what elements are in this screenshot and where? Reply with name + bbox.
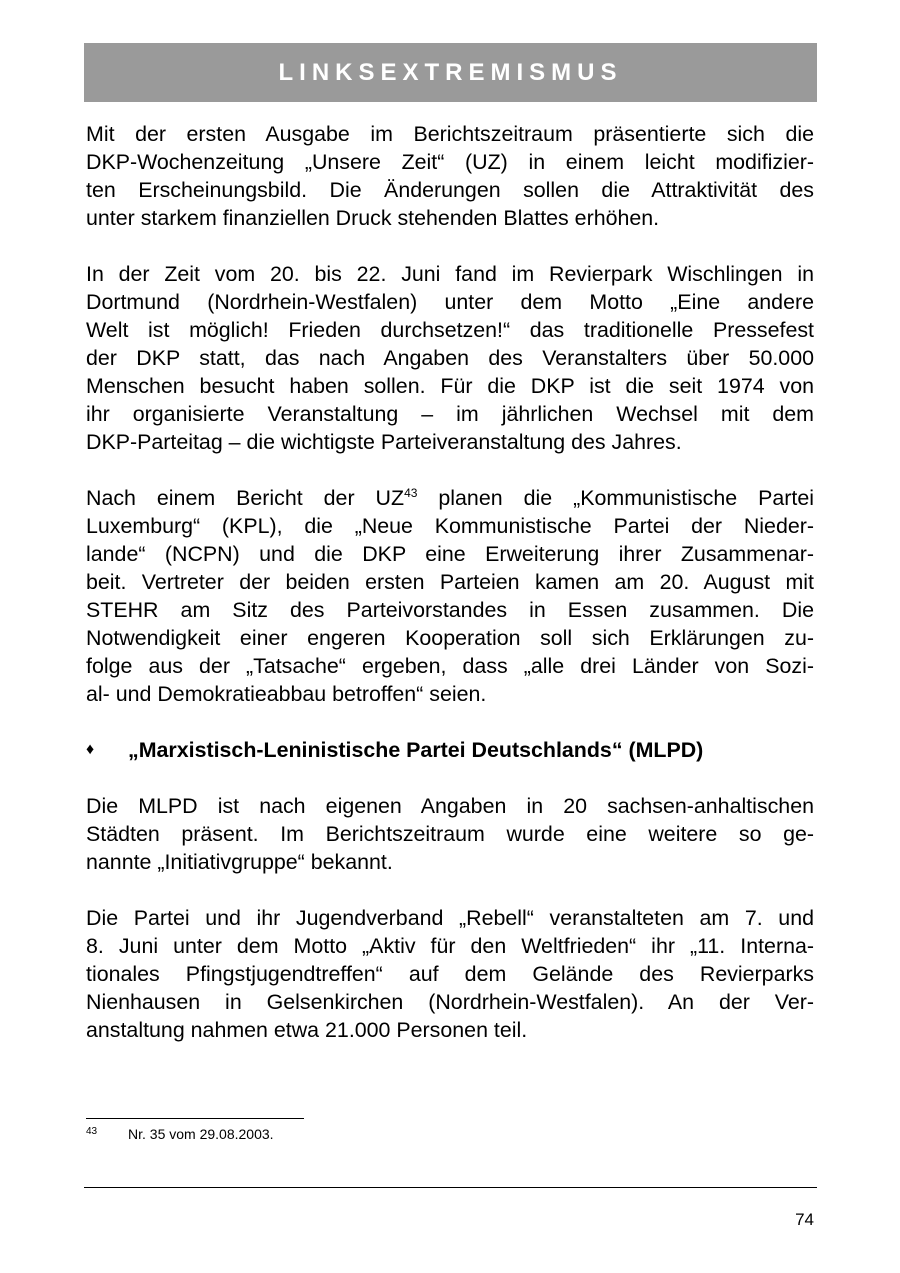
paragraph-pressefest (86, 260, 814, 456)
text-line: ihr organisierte Veranstaltung – im jährlichen Wechsel mit dem (86, 402, 814, 426)
text-line: Notwendigkeit einer engeren Kooperation soll sich Erklärungen zu- (86, 626, 814, 650)
text-line: lande“ (NCPN) und die DKP eine Erweiterung ihrer Zusammenar- (86, 542, 814, 566)
footnote-reference[interactable]: 43 (404, 485, 418, 500)
text-line: folge aus der „Tatsache“ ergeben, dass „alle drei Länder von Sozi- (86, 654, 814, 678)
text-line: DKP-Parteitag – die wichtigste Parteiveranstaltung des Jahres. (86, 430, 682, 454)
paragraph-pfingstjugendtreffen (86, 904, 814, 1044)
text-line: Die MLPD ist nach eigenen Angaben in 20 sachsen-anhaltischen (86, 794, 814, 818)
text-line: al- und Demokratieabbau betroffen“ seien. (86, 682, 487, 706)
footnote-text: Nr. 35 vom 29.08.2003. (128, 1126, 274, 1142)
text-line: unter starkem finanziellen Druck stehenden Blattes erhöhen. (86, 206, 660, 230)
text-line: Die Partei und ihr Jugendverband „Rebell“ veranstalteten am 7. und (86, 906, 814, 930)
text-line: Luxemburg“ (KPL), die „Neue Kommunistische Partei der Nieder- (86, 514, 814, 538)
footnote-number: 43 (86, 1126, 98, 1137)
heading-text: „Marxistisch-Leninistische Partei Deutschlands“ (MLPD) (128, 738, 704, 762)
section-title: LINKSEXTREMISMUS (278, 58, 623, 86)
text-fragment: planen die „Kommunistische Partei (417, 486, 814, 510)
text-line: 8. Juni unter dem Motto „Aktiv für den Weltfrieden“ ihr „11. Interna- (86, 934, 814, 958)
footnote (86, 1126, 274, 1142)
text-line (86, 484, 814, 512)
text-line: tionales Pfingstjugendtreffen“ auf dem Gelände des Revierparks (86, 962, 814, 986)
text-line: STEHR am Sitz des Parteivorstandes in Essen zusammen. Die (86, 598, 814, 622)
text-line: der DKP statt, das nach Angaben des Veranstalters über 50.000 (86, 346, 814, 370)
text-line: Menschen besucht haben sollen. Für die DKP ist die seit 1974 von (86, 374, 814, 398)
paragraph-uz-newspaper (86, 120, 814, 232)
document-body (86, 120, 814, 1072)
section-heading-mlpd (86, 736, 814, 764)
text-line: anstaltung nahmen etwa 21.000 Personen teil. (86, 1018, 528, 1042)
text-line: In der Zeit vom 20. bis 22. Juni fand im Revierpark Wischlingen in (86, 262, 814, 286)
text-line: DKP-Wochenzeitung „Unsere Zeit“ (UZ) in einem leicht modifizier- (86, 150, 814, 174)
diamond-bullet-icon: ♦ (86, 741, 95, 758)
text-line: beit. Vertreter der beiden ersten Parteien kamen am 20. August mit (86, 570, 814, 594)
text-line: Städten präsent. Im Berichtszeitraum wurde eine weitere so ge- (86, 822, 814, 846)
text-line: ten Erscheinungsbild. Die Änderungen sollen die Attraktivität des (86, 178, 814, 202)
paragraph-cooperation (86, 484, 814, 708)
section-header-bar (84, 43, 817, 102)
paragraph-mlpd-presence (86, 792, 814, 876)
footer-divider (84, 1187, 817, 1188)
text-line: Nienhausen in Gelsenkirchen (Nordrhein-Westfalen). An der Ver- (86, 990, 814, 1014)
text-line: nannte „Initiativgruppe“ bekannt. (86, 850, 393, 874)
text-line: Dortmund (Nordrhein-Westfalen) unter dem Motto „Eine andere (86, 290, 814, 314)
footnote-divider (86, 1118, 304, 1119)
text-fragment: Nach einem Bericht der UZ (86, 486, 405, 510)
text-line: Mit der ersten Ausgabe im Berichtszeitraum präsentierte sich die (86, 122, 814, 146)
text-line: Welt ist möglich! Frieden durchsetzen!“ das traditionelle Pressefest (86, 318, 814, 342)
page-number: 74 (795, 1210, 814, 1229)
